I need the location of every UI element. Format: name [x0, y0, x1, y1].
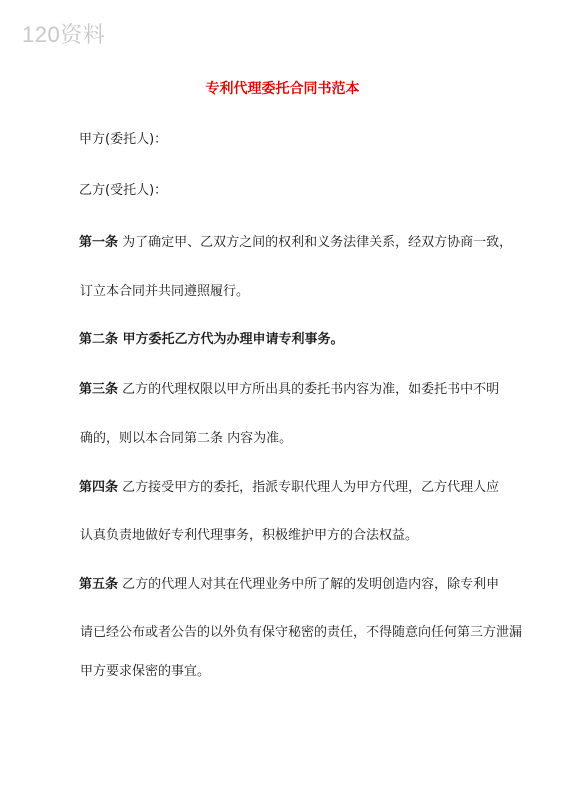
article-2-line: [79, 331, 344, 349]
article-2-text: 甲方委托乙方代为办理申请专利事务。: [118, 332, 344, 347]
article-5-line-1: [79, 576, 499, 594]
party-a-line: 甲方(委托人)：: [79, 132, 168, 147]
article-2-label: 第二条: [79, 332, 119, 347]
article-4-text: 乙方接受甲方的委托，指派专职代理人为甲方代理，乙方代理人应: [118, 480, 500, 495]
article-5-text: 乙方的代理人对其在代理业务中所了解的发明创造内容，除专利申: [118, 577, 500, 592]
article-3-line-1: [79, 381, 499, 399]
article-1-text: 为了确定甲、乙双方之间的权利和义务法律关系，经双方协商一致，: [118, 235, 513, 250]
article-5-line-2: 请已经公布或者公告的以外负有保守秘密的责任，不得随意向任何第三方泄漏: [80, 625, 523, 640]
article-4-line-1: [79, 479, 499, 497]
article-5-label: 第五条: [79, 577, 119, 592]
article-1-line-1: [79, 234, 512, 252]
article-4-label: 第四条: [79, 480, 119, 495]
article-1-line-2: 订立本合同并共同遵照履行。: [80, 284, 250, 299]
party-b-line: 乙方(受托人)：: [79, 183, 168, 198]
document-title: 专利代理委托合同书范本: [205, 81, 360, 97]
article-4-line-2: 认真负责地做好专利代理事务，积极维护甲方的合法权益。: [80, 528, 419, 543]
article-3-label: 第三条: [79, 382, 119, 397]
article-3-line-2: 确的，则以本合同第二条 内容为准。: [80, 431, 293, 446]
article-5-line-3: 甲方要求保密的事宜。: [80, 664, 211, 679]
article-3-text: 乙方的代理权限以甲方所出具的委托书内容为准，如委托书中不明: [118, 382, 500, 397]
watermark-logo: 120资料: [22, 22, 106, 47]
article-1-label: 第一条: [79, 235, 119, 250]
